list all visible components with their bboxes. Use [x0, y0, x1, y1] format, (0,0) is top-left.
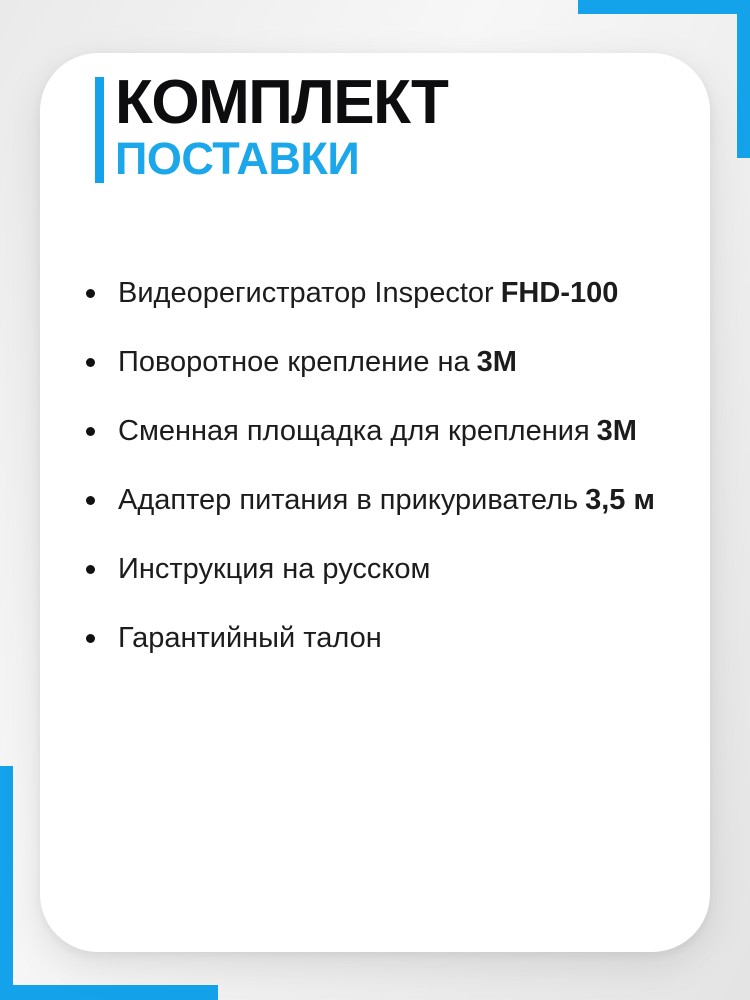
list-item-text: Видеорегистратор Inspector FHD-100: [118, 277, 619, 309]
bullet-dot-icon: [86, 289, 95, 298]
list-item-bold-text: 3,5 м: [585, 484, 655, 516]
list-item-text: Адаптер питания в прикуриватель 3,5 м: [118, 484, 655, 516]
bullet-dot-icon: [86, 358, 95, 367]
bottom-left-bracket-vertical-decor: [0, 766, 13, 1000]
list-item: [86, 553, 680, 585]
list-item: [86, 622, 680, 654]
title-accent-bar: [95, 77, 104, 183]
list-item: [86, 415, 680, 447]
list-item-bold-text: FHD-100: [500, 277, 619, 309]
package-contents-list: [86, 277, 680, 691]
page-title-line2: ПОСТАВКИ: [115, 133, 360, 184]
bullet-dot-icon: [86, 496, 95, 505]
list-item-text: Инструкция на русском: [118, 553, 431, 585]
bottom-left-bracket-horizontal-decor: [0, 985, 218, 1000]
list-item-bold-text: 3М: [596, 415, 637, 447]
list-item: [86, 346, 680, 378]
list-item-text: Сменная площадка для крепления 3М: [118, 415, 637, 447]
top-right-bracket-vertical-decor: [737, 0, 750, 158]
page-title-line1: КОМПЛЕКТ: [115, 68, 448, 137]
content-card: [40, 53, 710, 952]
list-item: [86, 484, 680, 516]
list-item-bold-text: 3М: [476, 346, 517, 378]
bullet-dot-icon: [86, 634, 95, 643]
list-item-text: Гарантийный талон: [118, 622, 382, 654]
bullet-dot-icon: [86, 565, 95, 574]
list-item-text: Поворотное крепление на 3М: [118, 346, 517, 378]
list-item: [86, 277, 680, 309]
bullet-dot-icon: [86, 427, 95, 436]
top-right-bracket-horizontal-decor: [578, 0, 750, 14]
title-block: [95, 68, 448, 184]
